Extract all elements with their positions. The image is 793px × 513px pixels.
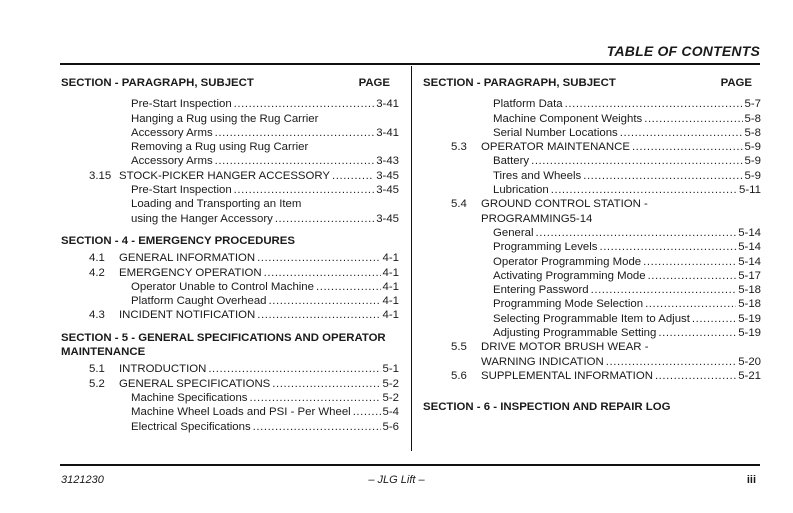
toc-entry[interactable] (423, 226, 762, 240)
toc-entry[interactable] (61, 280, 400, 294)
toc-entry-text: Machine Wheel Loads and PSI - Per Wheel (131, 406, 351, 419)
right-rows-3 (423, 369, 762, 383)
column-header (61, 76, 400, 90)
toc-entry-page: 3-41 (376, 98, 399, 111)
leader-dots (264, 266, 381, 280)
toc-entry-page: 4-1 (382, 252, 399, 265)
toc-entry[interactable] (423, 112, 762, 126)
toc-entry-page: 5-11 (739, 184, 761, 197)
leader-dots (332, 169, 374, 183)
toc-entry-text: SUPPLEMENTAL INFORMATION (481, 369, 653, 382)
toc-entry-number: 4.1 (89, 252, 105, 265)
toc-entry-text: Pre-Start Inspection (131, 98, 232, 111)
toc-entry-page: 3-45 (376, 184, 399, 197)
leader-dots (583, 169, 742, 183)
toc-entry-page: 5-9 (744, 141, 761, 154)
toc-entry-text: Serial Number Locations (493, 126, 618, 139)
leader-dots (632, 140, 743, 154)
page-number: iii (746, 474, 756, 486)
toc-entry-text: Accessory Arms (131, 126, 213, 139)
leader-dots (215, 154, 375, 168)
toc-entry[interactable] (423, 126, 762, 140)
toc-entry-page: 5-18 (738, 298, 761, 311)
toc-entry-page: 4-1 (382, 295, 399, 308)
column-divider (411, 66, 412, 451)
toc-entry-text: OPERATOR MAINTENANCE (481, 141, 630, 154)
section-5-heading-line2: MAINTENANCE (61, 346, 146, 359)
leader-dots (275, 212, 374, 226)
toc-entry-page: 5-1 (382, 363, 399, 376)
leader-dots (234, 97, 375, 111)
leader-dots (645, 297, 736, 311)
toc-entry-page: 3-43 (376, 155, 399, 168)
toc-entry-text: Accessory Arms (131, 155, 213, 168)
toc-entry-page: 5-21 (738, 369, 761, 382)
left-rows-3 (61, 362, 400, 433)
top-rule (60, 63, 760, 65)
leader-dots (565, 97, 743, 111)
column-header-label: SECTION - PARAGRAPH, SUBJECT (423, 77, 616, 89)
leader-dots (269, 294, 381, 308)
toc-entry-text: WARNING INDICATION (481, 355, 604, 368)
leader-dots (531, 154, 742, 168)
toc-entry[interactable] (423, 312, 762, 326)
toc-entry-text: Removing a Rug using Rug Carrier (131, 141, 309, 154)
toc-entry-text: Hanging a Rug using the Rug Carrier (131, 112, 319, 125)
toc-entry[interactable] (61, 197, 400, 211)
toc-entry-warning-indication[interactable] (423, 355, 762, 369)
toc-entry[interactable] (61, 154, 400, 168)
toc-entry-page: 5-2 (382, 377, 399, 390)
leader-dots (692, 312, 736, 326)
toc-entry-page: 3-45 (376, 169, 399, 182)
leader-dots (551, 183, 737, 197)
toc-entry-text: Battery (493, 155, 530, 168)
toc-entry-page: 5-9 (744, 155, 761, 168)
leader-dots (257, 251, 380, 265)
toc-entry[interactable] (61, 169, 400, 183)
toc-entry-text: Selecting Programmable Item to Adjust (493, 312, 690, 325)
toc-entry-page: 5-9 (744, 169, 761, 182)
column-header (423, 76, 762, 90)
toc-entry-page: 5-14 (738, 255, 761, 268)
section-5-heading[interactable] (61, 331, 400, 360)
toc-entry-text: Loading and Transporting an Item (131, 198, 302, 211)
toc-entry[interactable] (423, 154, 762, 168)
toc-entry-text: Programming Levels (493, 241, 598, 254)
toc-entry-text: STOCK-PICKER HANGER ACCESSORY (119, 169, 330, 182)
toc-entry-number: 5.3 (451, 141, 467, 154)
toc-entry-text: GROUND CONTROL STATION - (481, 198, 648, 211)
leader-dots (591, 283, 737, 297)
toc-entry-page: 3-45 (376, 212, 399, 225)
toc-entry-page: 5-19 (738, 312, 761, 325)
toc-entry-page: 5-18 (738, 284, 761, 297)
leader-dots (253, 420, 381, 434)
toc-entry[interactable] (423, 340, 762, 354)
column-header-label: SECTION - PARAGRAPH, SUBJECT (61, 77, 254, 89)
toc-entry-number: 5.4 (451, 198, 467, 211)
toc-entry[interactable] (423, 183, 762, 197)
section-6-heading[interactable]: SECTION - 6 - INSPECTION AND REPAIR LOG (423, 401, 671, 414)
toc-entry[interactable] (61, 140, 400, 154)
left-rows-1 (61, 97, 400, 226)
toc-entry-text: EMERGENCY OPERATION (119, 266, 262, 279)
toc-entry-text: Entering Password (493, 284, 589, 297)
right-column (423, 76, 762, 418)
toc-entry-text: General (493, 226, 534, 239)
toc-entry-text: Machine Specifications (131, 391, 248, 404)
toc-entry-page: 5-8 (744, 112, 761, 125)
toc-entry-text: INTRODUCTION (119, 363, 207, 376)
leader-dots (599, 240, 736, 254)
toc-entry[interactable] (423, 326, 762, 340)
toc-entry[interactable] (423, 297, 762, 311)
toc-entry-page: 5-8 (744, 126, 761, 139)
toc-entry-number: 4.2 (89, 266, 105, 279)
toc-entry-page: 5-14 (738, 226, 761, 239)
toc-entry-text: Operator Programming Mode (493, 255, 642, 268)
programming-line[interactable]: PROGRAMMING5-14 (481, 212, 593, 225)
toc-title: TABLE OF CONTENTS (606, 43, 760, 59)
column-header-page: PAGE (358, 77, 390, 89)
leader-dots (272, 377, 380, 391)
toc-entry[interactable] (423, 240, 762, 254)
leader-dots (250, 391, 381, 405)
toc-entry[interactable] (61, 308, 400, 322)
toc-entry-number: 5.5 (451, 341, 467, 354)
toc-entry[interactable] (61, 212, 400, 226)
toc-entry-page: 5-7 (744, 98, 761, 111)
toc-entry-text: Machine Component Weights (493, 112, 643, 125)
leader-dots (353, 405, 381, 419)
toc-entry-page: 4-1 (382, 309, 399, 322)
toc-entry-page: 4-1 (382, 280, 399, 293)
toc-entry[interactable] (61, 183, 400, 197)
toc-entry[interactable] (423, 197, 762, 211)
toc-entry-text: Electrical Specifications (131, 420, 251, 433)
toc-entry-text: DRIVE MOTOR BRUSH WEAR - (481, 341, 649, 354)
toc-entry[interactable] (423, 283, 762, 297)
toc-entry-text: INCIDENT NOTIFICATION (119, 309, 256, 322)
toc-entry-text: Tires and Wheels (493, 169, 582, 182)
toc-entry-text: Adjusting Programmable Setting (493, 327, 657, 340)
toc-entry-text: Pre-Start Inspection (131, 184, 232, 197)
toc-entry-text: Lubrication (493, 184, 549, 197)
leader-dots (644, 112, 742, 126)
toc-entry-number: 5.6 (451, 369, 467, 382)
leader-dots (536, 226, 737, 240)
leader-dots (606, 355, 736, 369)
toc-entry[interactable] (423, 140, 762, 154)
leader-dots (658, 326, 736, 340)
column-header-page: PAGE (720, 77, 752, 89)
toc-entry[interactable] (61, 377, 400, 391)
doc-number: 3121230 (61, 474, 104, 486)
leader-dots (215, 126, 375, 140)
right-rows-1 (423, 97, 762, 211)
toc-entry-text: Activating Programming Mode (493, 269, 646, 282)
toc-entry[interactable] (61, 112, 400, 126)
toc-entry-text: Platform Data (493, 98, 563, 111)
toc-entry[interactable] (423, 97, 762, 111)
toc-entry-text: Operator Unable to Control Machine (131, 280, 314, 293)
toc-entry-number: 5.2 (89, 377, 105, 390)
toc-entry-text: Platform Caught Overhead (131, 295, 267, 308)
toc-entry-number: 4.3 (89, 309, 105, 322)
leader-dots (620, 126, 743, 140)
leader-dots (643, 255, 736, 269)
toc-entry-page: 5-2 (382, 391, 399, 404)
toc-entry-page: 5-4 (382, 406, 399, 419)
toc-entry-page: 5-19 (738, 327, 761, 340)
toc-entry-text: using the Hanger Accessory (131, 212, 273, 225)
toc-entry-text: GENERAL SPECIFICATIONS (119, 377, 271, 390)
leader-dots (316, 280, 381, 294)
toc-entry[interactable] (61, 391, 400, 405)
toc-entry-page: 5-17 (738, 269, 761, 282)
right-rows-2 (423, 226, 762, 355)
leader-dots (655, 369, 736, 383)
toc-entry[interactable] (423, 269, 762, 283)
toc-entry[interactable] (61, 420, 400, 434)
leader-dots (648, 269, 737, 283)
toc-entry[interactable] (423, 169, 762, 183)
leader-dots (257, 308, 380, 322)
toc-entry[interactable] (61, 362, 400, 376)
left-rows-2 (61, 251, 400, 322)
leader-dots (208, 362, 380, 376)
left-column (61, 76, 400, 434)
toc-entry[interactable] (61, 266, 400, 280)
toc-entry-page: 4-1 (382, 266, 399, 279)
bottom-rule (60, 464, 760, 466)
toc-entry-page: 5-6 (382, 420, 399, 433)
toc-entry[interactable] (61, 294, 400, 308)
toc-entry[interactable] (423, 369, 762, 383)
toc-entry-text: Programming Mode Selection (493, 298, 644, 311)
toc-entry-page: 3-41 (376, 126, 399, 139)
leader-dots (234, 183, 375, 197)
toc-entry[interactable] (61, 405, 400, 419)
toc-entry-number: 3.15 (89, 169, 112, 182)
toc-entry[interactable] (61, 97, 400, 111)
toc-entry[interactable] (61, 126, 400, 140)
toc-entry-text: GENERAL INFORMATION (119, 252, 256, 265)
footer-brand: – JLG Lift – (368, 474, 425, 486)
toc-entry[interactable] (423, 255, 762, 269)
toc-entry-number: 5.1 (89, 363, 105, 376)
toc-entry-page: 5-14 (738, 241, 761, 254)
toc-entry[interactable] (61, 251, 400, 265)
section-4-heading[interactable]: SECTION - 4 - EMERGENCY PROCEDURES (61, 234, 295, 247)
section-5-heading-line1: SECTION - 5 - GENERAL SPECIFICATIONS AND OPERATOR (61, 331, 386, 344)
toc-entry-page: 5-20 (738, 355, 761, 368)
